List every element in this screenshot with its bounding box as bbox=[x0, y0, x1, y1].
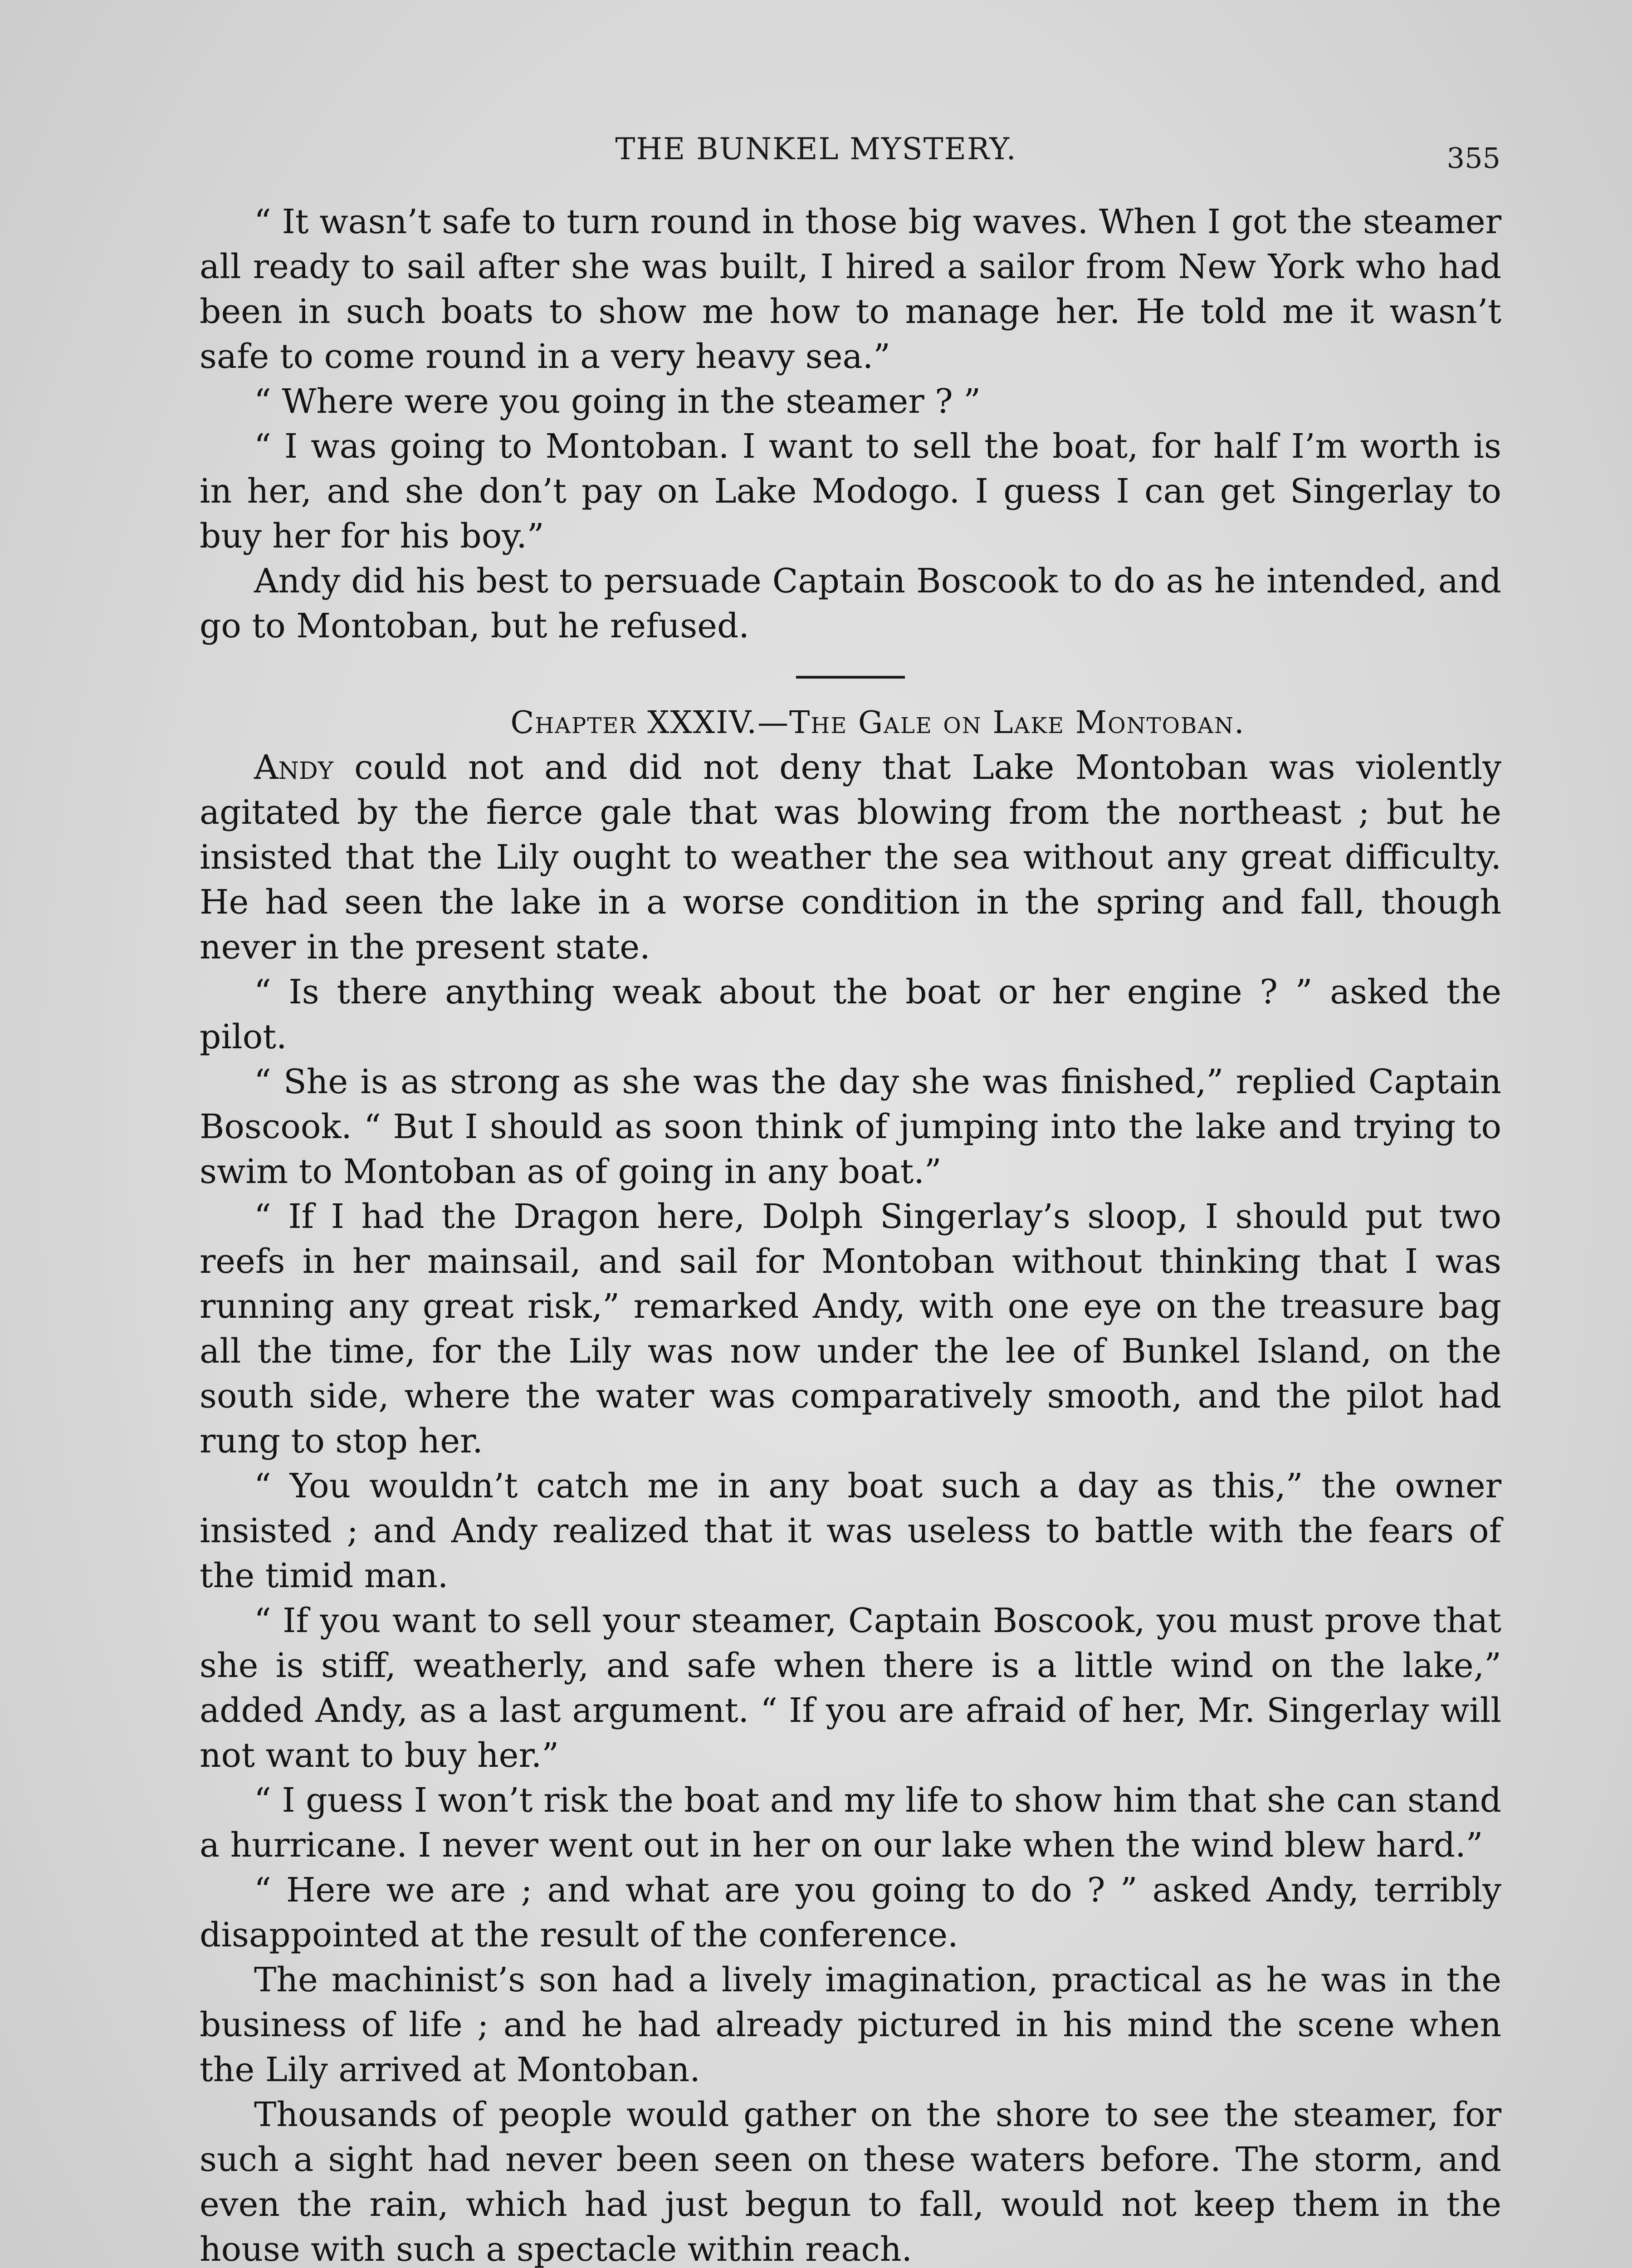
section-divider bbox=[796, 676, 905, 679]
running-head: THE BUNKEL MYSTERY. bbox=[615, 132, 1017, 166]
paragraph: “ Is there anything weak about the boat or her engine ? ” asked the pilot. bbox=[200, 973, 1501, 1056]
paragraph: “ Here we are ; and what are you going to do ? ” asked Andy, terribly disappointed at the result of the conference. bbox=[200, 1871, 1501, 1955]
paragraph: “ If I had the Dragon here, Dolph Singerlay’s sloop, I should put two reefs in her mainsail, and sail for Montoban without thinking that I was running any great risk,” remarked Andy, with one eye on the treasure bag all the time, for the Lily was now under the lee of Bunkel Island, on the south side, where the water was comparatively smooth, and the pilot had rung to stop her. bbox=[200, 1197, 1501, 1461]
chapter-first-paragraph-text: could not and did not deny that Lake Montoban was violently agitated by the fierce gale that was blowing from the northeast ; but he insisted that the Lily ought to weather the sea without any great difficulty. He had seen the lake in a worse condition in the spring and fall, though never in the present state. bbox=[200, 748, 1501, 967]
page-number: 355 bbox=[1446, 142, 1500, 175]
paragraph: “ It wasn’t safe to turn round in those big waves. When I got the steamer all ready to sail after she was built, I hired a sailor from New York who had been in such boats to show me how to manage her. He told me it wasn’t safe to come round in a very heavy sea.” bbox=[200, 202, 1501, 376]
paragraph: The machinist’s son had a lively imagination, practical as he was in the business of life ; and he had already pictured in his mind the scene when the Lily arrived at Montoban. bbox=[200, 1960, 1501, 2089]
chapter-title: Chapter XXXIV.—The Gale on Lake Montoban. bbox=[510, 705, 1245, 741]
paragraph: “ I was going to Montoban. I want to sell the boat, for half I’m worth is in her, and she don’t pay on Lake Modogo. I guess I can get Singerlay to buy her for his boy.” bbox=[200, 427, 1501, 556]
body-text bbox=[200, 200, 1501, 2268]
chapter-first-paragraph bbox=[200, 745, 1501, 970]
paragraph: “ You wouldn’t catch me in any boat such a day as this,” the owner insisted ; and Andy realized that it was useless to battle with the fears of the timid man. bbox=[200, 1466, 1501, 1595]
page-header bbox=[0, 132, 1632, 181]
chapter-lead-word: Andy bbox=[254, 748, 333, 787]
paragraph: “ If you want to sell your steamer, Captain Boscook, you must prove that she is stiff, weatherly, and safe when there is a little wind on the lake,” added Andy, as a last argument. “ If you are afraid of her, Mr. Singerlay will not want to buy her.” bbox=[200, 1601, 1501, 1775]
paragraph: “ She is as strong as she was the day she was finished,” replied Captain Boscook. “ But I should as soon think of jumping into the lake and trying to swim to Montoban as of going in any boat.” bbox=[200, 1062, 1501, 1191]
paragraph: “ I guess I won’t risk the boat and my life to show him that she can stand a hurricane. I never went out in her on our lake when the wind blew hard.” bbox=[200, 1781, 1501, 1865]
paragraph: Andy did his best to persuade Captain Boscook to do as he intended, and go to Montoban, but he refused. bbox=[200, 562, 1501, 645]
paragraph: Thousands of people would gather on the shore to see the steamer, for such a sight had never been seen on these waters before. The storm, and even the rain, which had just begun to fall, would not keep them in the house with such a spectacle within reach. bbox=[200, 2095, 1501, 2268]
paragraph: “ Where were you going in the steamer ? ” bbox=[254, 382, 981, 421]
